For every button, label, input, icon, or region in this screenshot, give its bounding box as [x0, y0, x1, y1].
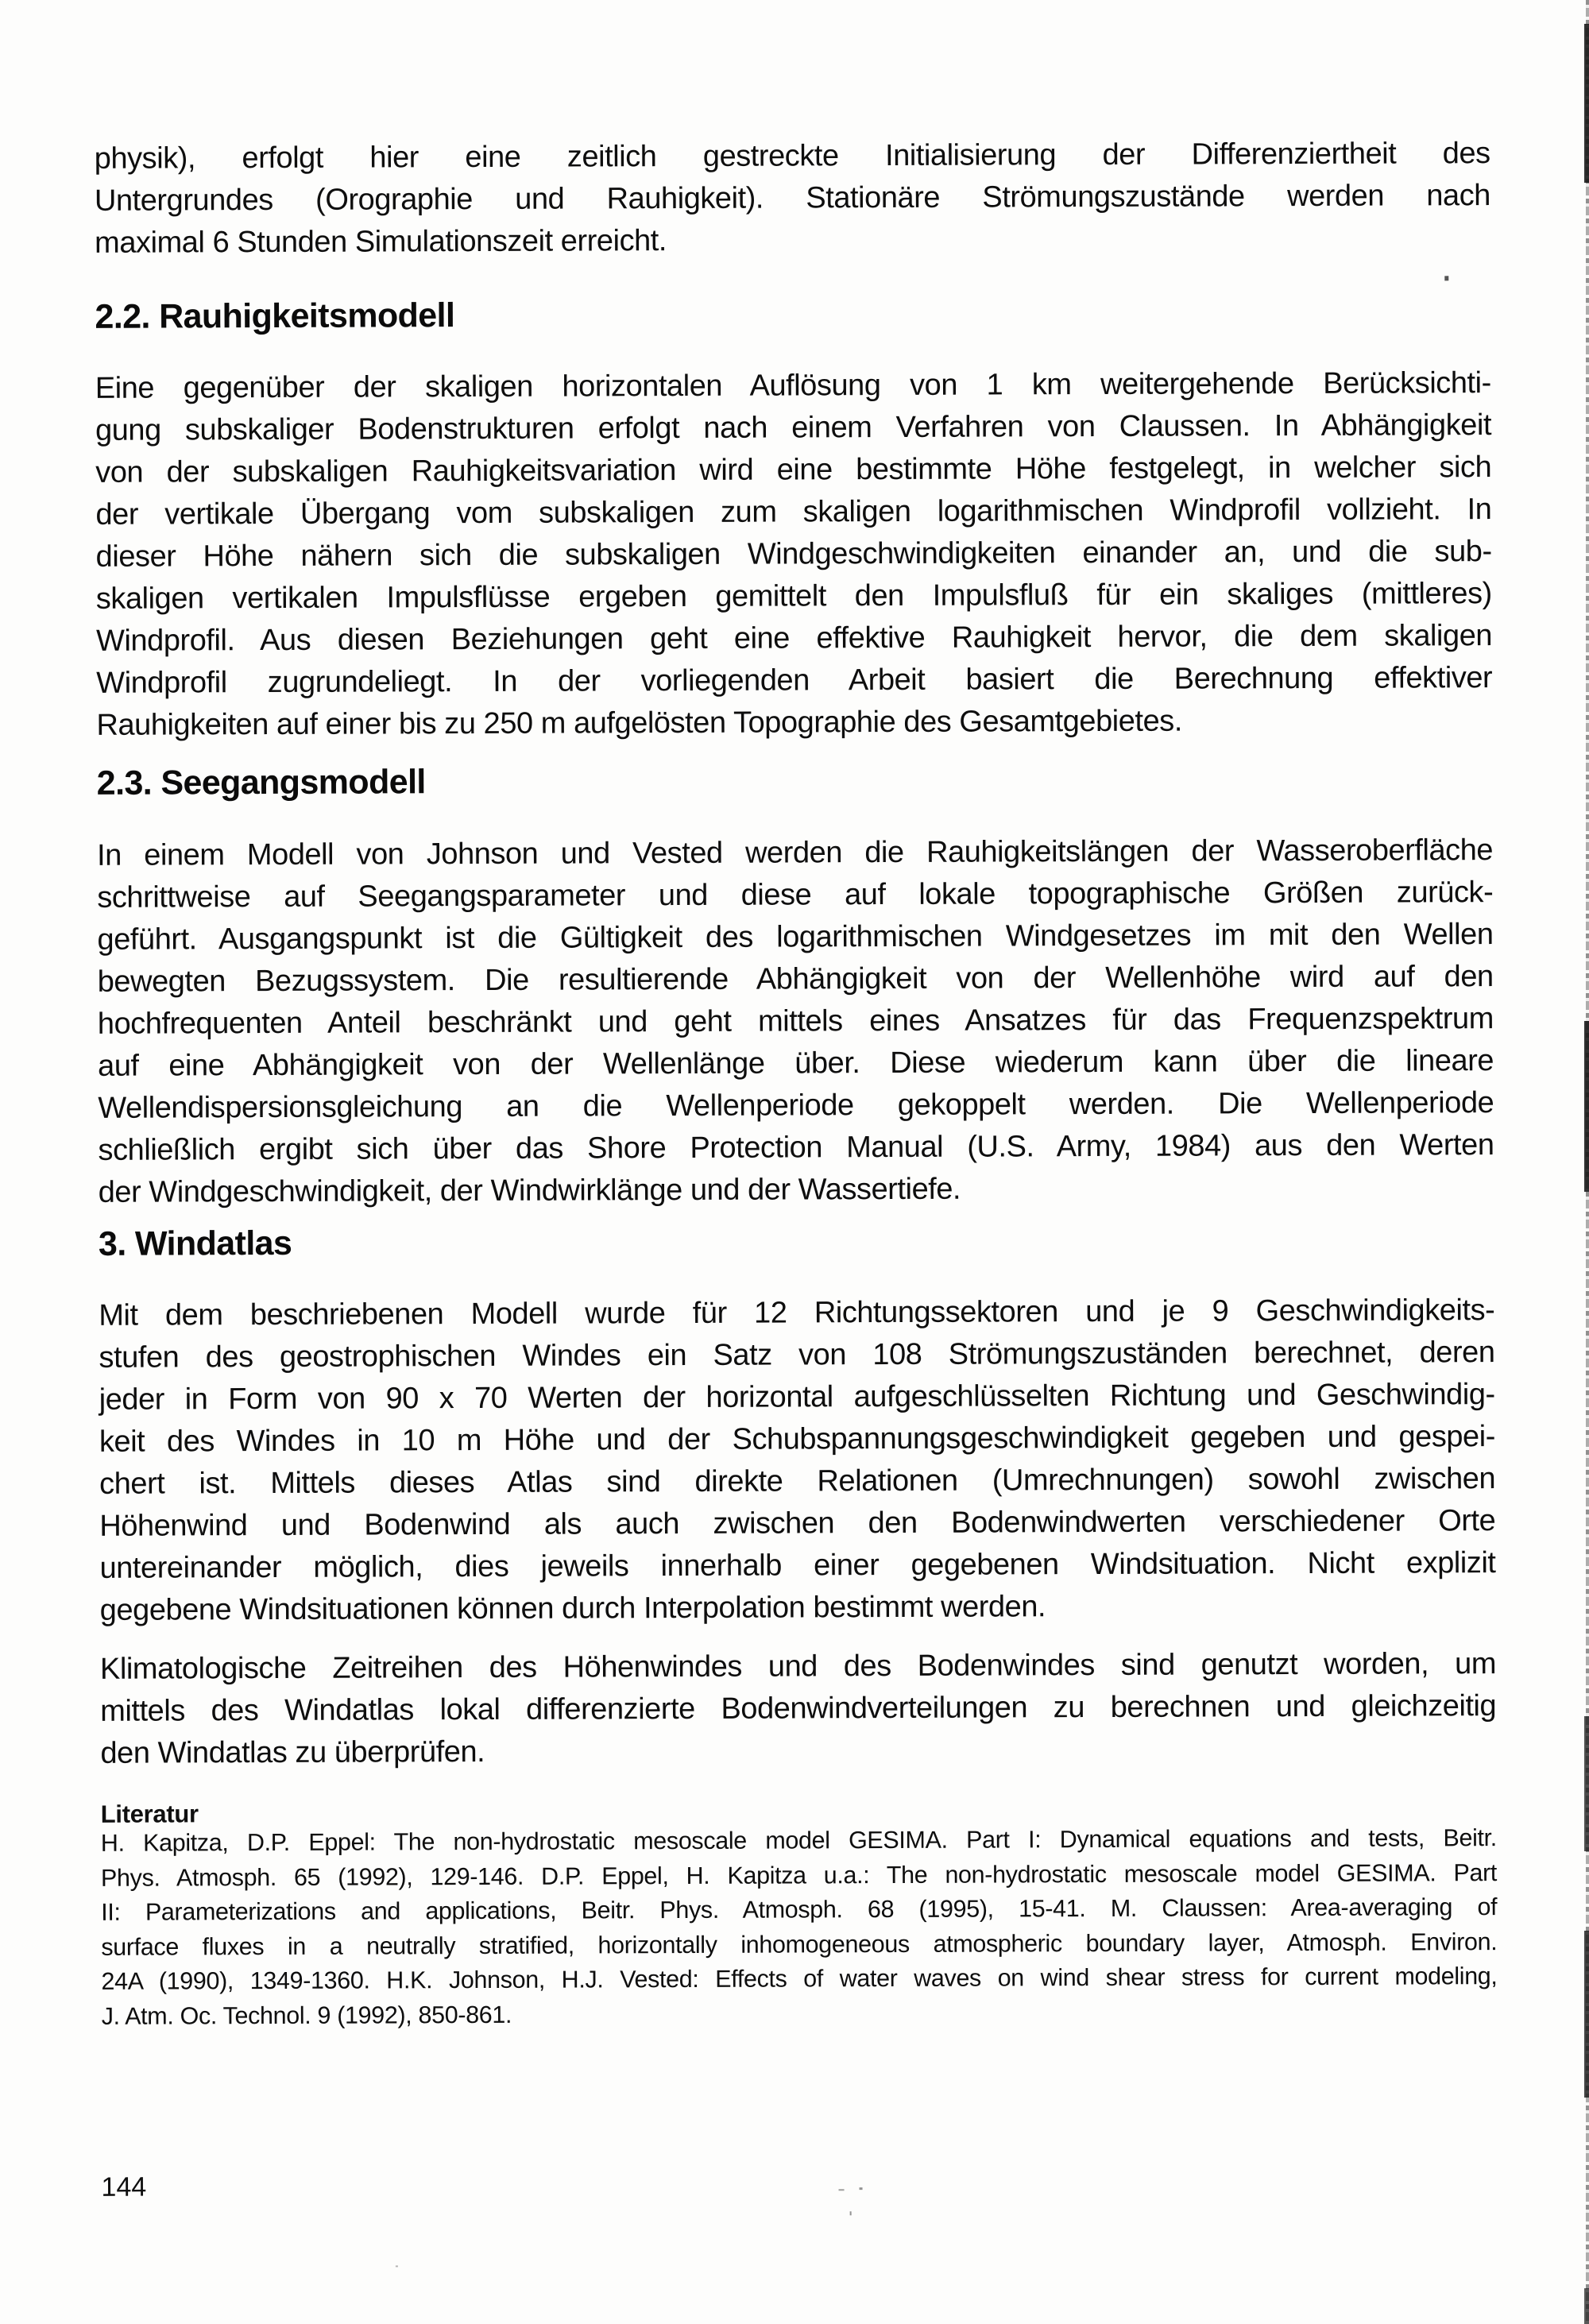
text-line: untereinander möglich, dies jeweils innerhalb einer gegebenen Windsituation. Nicht explizit — [99, 1546, 1496, 1585]
text-line: keit des Windes in 10 m Höhe und der Schubspannungsgeschwindigkeit gegeben und gespei- — [99, 1420, 1495, 1459]
text-line: Rauhigkeiten auf einer bis zu 250 m aufgelösten Topographie des Gesamtgebietes. — [96, 704, 1182, 742]
section-heading-2-3: 2.3. Seegangsmodell — [96, 763, 426, 802]
paragraph-windatlas-2 — [100, 1643, 1497, 1775]
scan-artifact-right-edge — [1584, 1931, 1589, 2098]
text-line: auf eine Abhängigkeit von der Wellenlänge über. Diese wiederum kann über die lineare — [98, 1044, 1494, 1083]
scan-artifact-right-edge — [1584, 1716, 1589, 1851]
scan-speck — [860, 2187, 863, 2190]
text-line: geführt. Ausgangspunkt ist die Gültigkeit des logarithmischen Windgesetzes im mit den Wellen — [97, 918, 1494, 957]
text-line: H. Kapitza, D.P. Eppel: The non-hydrostatic mesoscale model GESIMA. Part I: Dynamical equations and tests, Beitr. — [100, 1824, 1497, 1857]
text-line: J. Atm. Oc. Technol. 9 (1992), 850-861. — [101, 2001, 512, 2030]
text-line: bewegten Bezugssystem. Die resultierende Abhängigkeit von der Wellenhöhe wird auf den — [97, 960, 1494, 999]
paragraph-roughness-model — [95, 362, 1493, 747]
text-line: der Windgeschwindigkeit, der Windwirklänge und der Wassertiefe. — [98, 1172, 961, 1209]
text-line: hochfrequenten Anteil beschränkt und geht mittels eines Ansatzes für das Frequenzspektrum — [97, 1002, 1494, 1041]
scan-artifact-right-edge — [1584, 24, 1589, 183]
text-line: von der subskaligen Rauhigkeitsvariation wird eine bestimmte Höhe festgelegt, in welcher sich — [95, 450, 1492, 489]
literature-block — [101, 1821, 1498, 2034]
text-line: In einem Modell von Johnson und Vested werden die Rauhigkeitslängen der Wasseroberfläche — [96, 833, 1494, 872]
text-line: Wellendispersionsgleichung an die Wellenperiode gekoppelt werden. Die Wellenperiode — [98, 1086, 1494, 1125]
text-line: stufen des geostrophischen Windes ein Satz von 108 Strömungszuständen berechnet, deren — [99, 1336, 1495, 1375]
text-line: 24A (1990), 1349-1360. H.K. Johnson, H.J. Vested: Effects of water waves on wind shear stress for current modeling, — [101, 1962, 1498, 1995]
text-line: Klimatologische Zeitreihen des Höhenwindes und des Bodenwindes sind genutzt worden, um — [99, 1647, 1497, 1686]
text-line: physik), erfolgt hier eine zeitlich gestreckte Initialisierung der Differenziertheit des — [94, 137, 1490, 176]
paragraph-intro — [95, 133, 1491, 265]
section-heading-3: 3. Windatlas — [98, 1224, 292, 1263]
scan-speck — [1444, 276, 1448, 280]
text-line: surface fluxes in a neutrally stratified, horizontally inhomogeneous atmospheric boundary layer, Atmosph. Environ. — [101, 1928, 1498, 1961]
section-heading-2-2: 2.2. Rauhigkeitsmodell — [95, 296, 455, 336]
text-line: II: Parameterizations and applications, Beitr. Phys. Atmosph. 68 (1995), 15-41. M. Claussen: Area-averaging of — [101, 1893, 1498, 1926]
text-line: maximal 6 Stunden Simulationszeit erreicht. — [95, 224, 667, 260]
scan-artifact-right-edge — [1584, 2288, 1589, 2324]
scan-speck — [839, 2189, 845, 2191]
text-line: gung subskaliger Bodenstrukturen erfolgt nach einem Verfahren von Claussen. In Abhängigkeit — [95, 408, 1492, 447]
text-line: schrittweise auf Seegangsparameter und diese auf lokale topographische Größen zurück- — [97, 876, 1494, 915]
paragraph-windatlas-1 — [99, 1290, 1496, 1632]
page-number: 144 — [101, 2171, 147, 2202]
text-line: Windprofil zugrundeliegt. In der vorliegenden Arbeit basiert die Berechnung effektiver — [96, 661, 1493, 700]
text-line: schließlich ergibt sich über das Shore Protection Manual (U.S. Army, 1984) aus den Werten — [98, 1128, 1494, 1167]
text-line: Untergrundes (Orographie und Rauhigkeit). Stationäre Strömungszustände werden nach — [94, 179, 1490, 218]
text-line: Phys. Atmosph. 65 (1992), 129-146. D.P. Eppel, H. Kapitza u.a.: The non-hydrostatic mesoscale model GESIMA. Part — [100, 1858, 1498, 1892]
text-line: Höhenwind und Bodenwind als auch zwischen den Bodenwindwerten verschiedener Orte — [99, 1504, 1496, 1543]
scan-speck — [396, 2265, 398, 2267]
text-line: skaligen vertikalen Impulsflüsse ergeben gemittelt den Impulsfluß für ein skaliges (mittleres) — [95, 577, 1492, 616]
text-line: mittels des Windatlas lokal differenzierte Bodenwindverteilungen zu berechnen und gleichzeitig — [100, 1689, 1497, 1728]
text-line: jeder in Form von 90 x 70 Werten der horizontal aufgeschlüsselten Richtung und Geschwindig- — [99, 1378, 1495, 1417]
text-line: gegebene Windsituationen können durch Interpolation bestimmt werden. — [99, 1590, 1046, 1627]
text-line: chert ist. Mittels dieses Atlas sind direkte Relationen (Umrechnungen) sowohl zwischen — [99, 1462, 1496, 1501]
text-line: Eine gegenüber der skaligen horizontalen Auflösung von 1 km weitergehende Berücksichti- — [95, 366, 1491, 405]
text-line: den Windatlas zu überprüfen. — [100, 1734, 485, 1770]
text-line: dieser Höhe nähern sich die subskaligen Windgeschwindigkeiten einander an, und die sub- — [95, 535, 1492, 574]
paragraph-sea-state-model — [97, 829, 1494, 1214]
scan-speck — [850, 2211, 852, 2215]
text-line: Windprofil. Aus diesen Beziehungen geht eine effektive Rauhigkeit hervor, die dem skaligen — [95, 619, 1493, 658]
scan-artifact-right-edge — [1584, 1021, 1589, 1192]
text-line: der vertikale Übergang vom subskaligen zum skaligen logarithmischen Windprofil vollzieht. In — [95, 493, 1492, 532]
literature-heading: Literatur — [100, 1800, 199, 1828]
text-line: Mit dem beschriebenen Modell wurde für 12 Richtungssektoren und je 9 Geschwindigkeits- — [99, 1293, 1495, 1332]
